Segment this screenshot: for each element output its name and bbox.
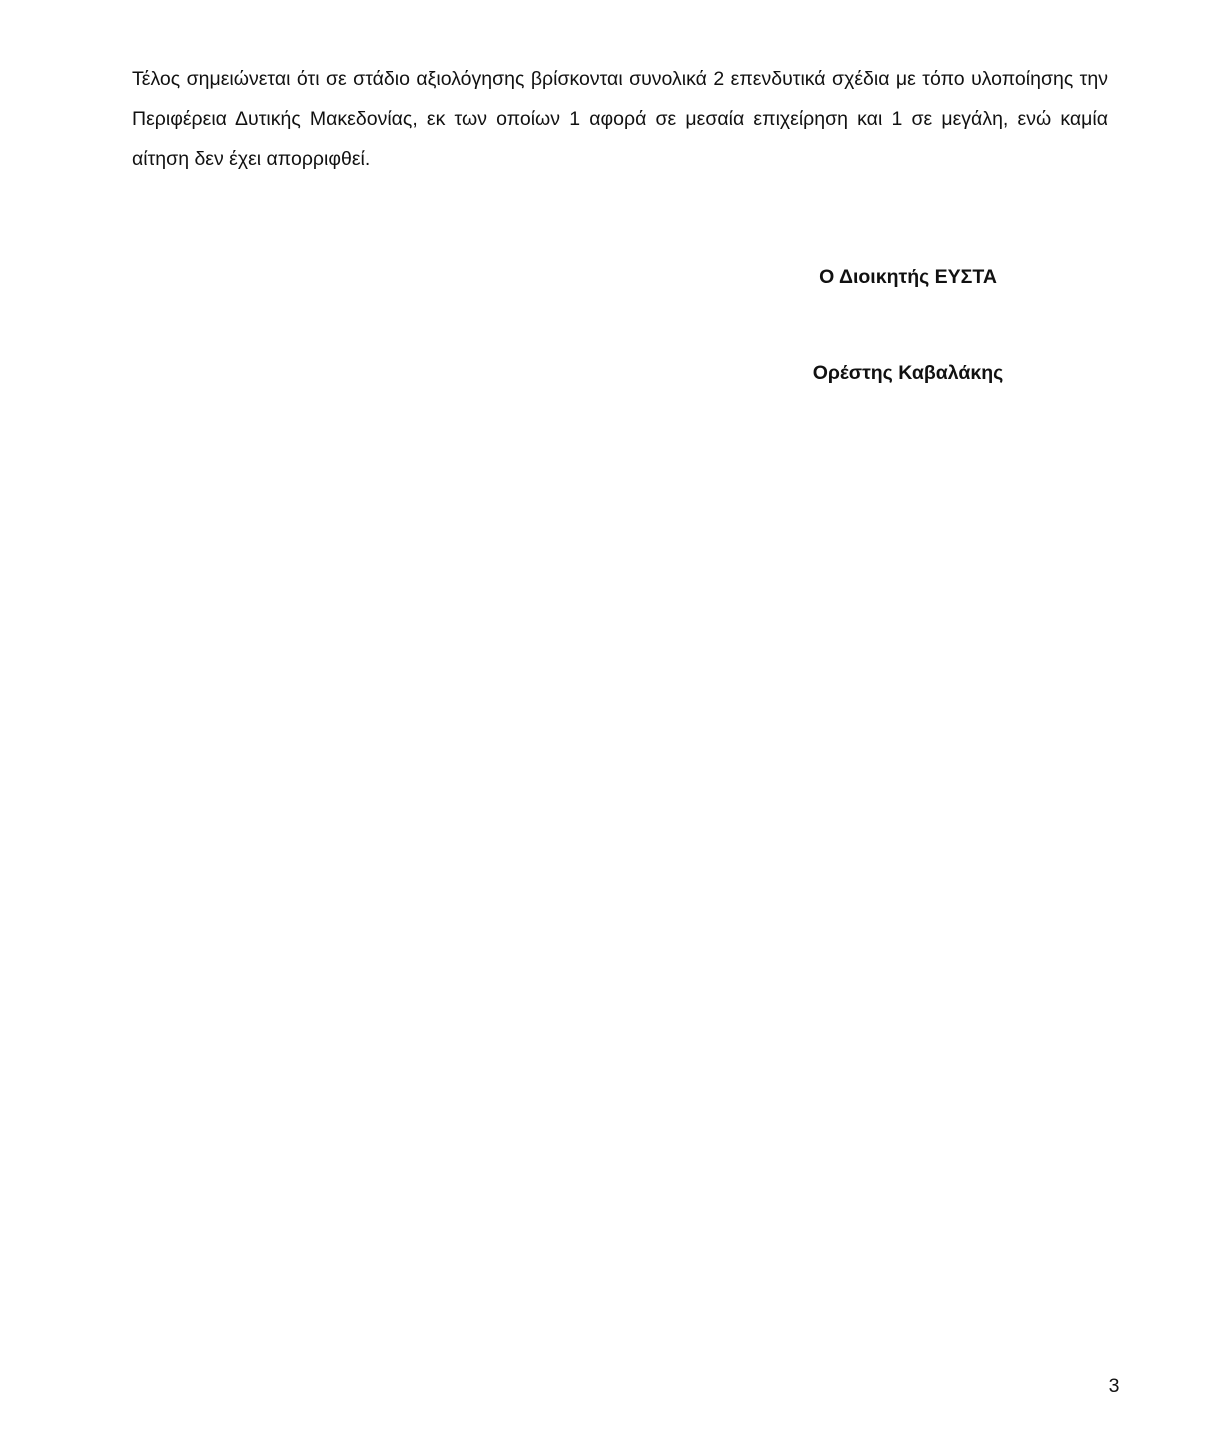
body-paragraph: Τέλος σημειώνεται ότι σε στάδιο αξιολόγησης βρίσκονται συνολικά 2 επενδυτικά σχέδια με τόπο υλοποίησης την Περιφέρεια Δυτικής Μακεδονίας, εκ των οποίων 1 αφορά σε μεσαία επιχείρηση και 1 σε μεγάλη, ενώ καμία αίτηση δεν έχει απορριφθεί. xyxy=(132,68,1108,170)
page-number: 3 xyxy=(1108,1375,1120,1397)
signature-title: Ο Διοικητής ΕΥΣΤΑ xyxy=(819,266,997,288)
signature-name: Ορέστης Καβαλάκης xyxy=(812,362,1004,384)
